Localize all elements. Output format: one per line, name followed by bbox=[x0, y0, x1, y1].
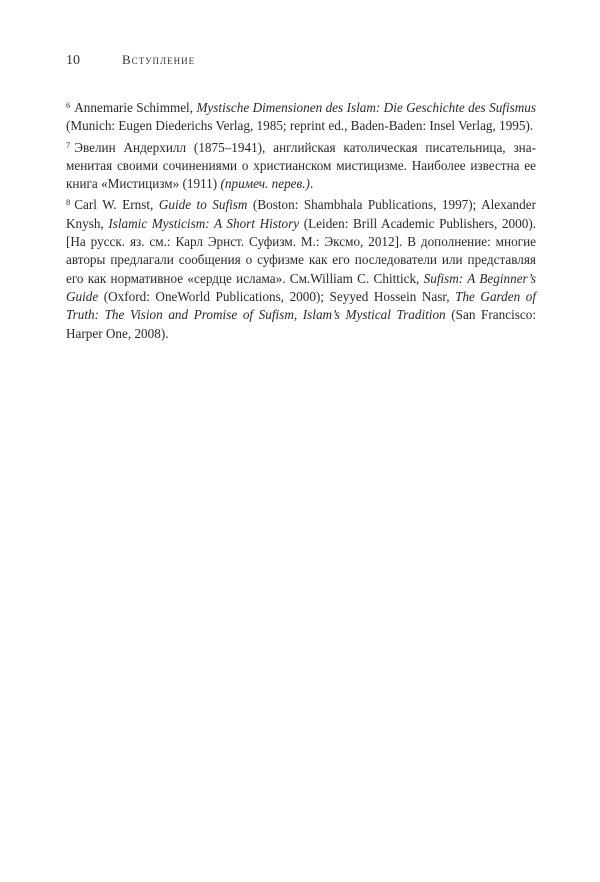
running-title: Вступление bbox=[122, 52, 196, 67]
footnote-text: (San Francisco: Harper One, 2008). bbox=[66, 307, 536, 341]
footnote-8 bbox=[66, 193, 536, 342]
book-title: Sufism: A Beginner’s Guide bbox=[66, 270, 536, 304]
footnote-text: (Munich: Eugen Diederichs Verlag, 1985; reprint ed., Baden-Baden: Insel Verlag, 1995). bbox=[66, 118, 534, 134]
footnote-text: Annemarie Schimmel, bbox=[74, 100, 197, 115]
book-title: Guide to Sufism bbox=[158, 197, 248, 213]
footnote-number: 6 bbox=[66, 100, 71, 110]
book-title: Mystische Dimensionen des Islam: Die Geschichte des Sufismus bbox=[196, 100, 537, 115]
page-header bbox=[66, 52, 195, 69]
book-title: The Garden of Truth: The Vision and Promise of Sufism, Islam’s Mystical Tradition bbox=[66, 288, 536, 323]
footnote-number: 7 bbox=[66, 139, 71, 150]
footnote-text: Carl W. Ernst, bbox=[74, 197, 159, 213]
book-title: Islamic Mysticism: A Short History bbox=[108, 215, 300, 231]
footnote-text: (Leiden: Brill Academic Publishers, 2000). [На русск. яз. см.: Карл Эрнст. Суфизм. М.: Эксмо, 2012]. В дополнение: многие авторы предлагали сообщения о суфизме как его последователи или представляя его как нормативное «сердце ислама». См.William C. Chittick, bbox=[66, 215, 537, 286]
footnote-text: . bbox=[309, 176, 314, 192]
footnote-number: 8 bbox=[66, 197, 71, 208]
footnote-text: Эвелин Андерхилл (1875–1941), английская католическая писательница, знаменитая своими сочинениями о христианском мистицизме. Наиболее известна ее книга «Мистицизм» (1911) bbox=[66, 139, 536, 192]
footnote-6 bbox=[66, 96, 536, 136]
footnote-7 bbox=[66, 136, 536, 194]
footnote-text: (Boston: Shambhala Publications, 1997); Alexander Knysh, bbox=[66, 197, 536, 231]
page-number: 10 bbox=[66, 53, 80, 68]
translator-note: (примеч. перев.) bbox=[220, 176, 310, 192]
footnote-text: (Oxford: OneWorld Publications, 2000); Seyyed Hossein Nasr, bbox=[98, 288, 456, 304]
footnotes-section bbox=[66, 96, 536, 343]
